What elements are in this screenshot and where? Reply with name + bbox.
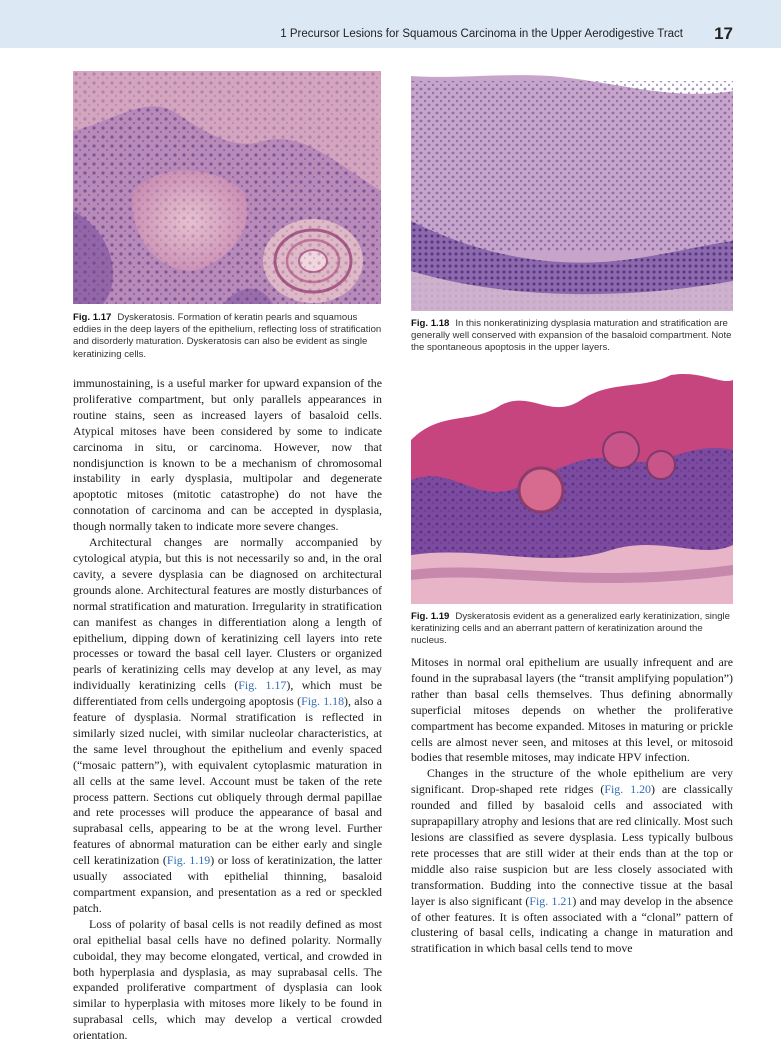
figure-reference[interactable]: Fig. 1.18 bbox=[301, 694, 345, 709]
figure-1-18-caption bbox=[411, 318, 733, 355]
figure-1-17-text: Dyskeratosis. Formation of keratin pearls and squamous eddies in the deep layers of the epithelium, reflecting loss of stratification and disorderly maturation. Dyskeratosis can also be evident as single keratinizing cells. bbox=[73, 312, 382, 360]
figure-1-18-text: In this nonkeratinizing dysplasia maturation and stratification are generally well conserved with expansion of the basaloid compartment. Note the spontaneous apoptosis in the upper layers. bbox=[411, 318, 732, 354]
figure-1-17-caption bbox=[73, 312, 382, 361]
figure-1-17-label: Fig. 1.17 bbox=[73, 312, 112, 323]
figure-1-19-label: Fig. 1.19 bbox=[411, 611, 450, 622]
left-column bbox=[73, 376, 382, 1044]
figure-1-19-text: Dyskeratosis evident as a generalized early keratinization, single keratinizing cells and an aberrant pattern of keratinization around the nucleus. bbox=[411, 611, 731, 647]
header-band bbox=[0, 0, 781, 48]
running-head: 1 Precursor Lesions for Squamous Carcinoma in the Upper Aerodigestive Tract bbox=[280, 28, 683, 40]
body-paragraph: Architectural changes are normally accompanied by cytological atypia, but this is not necessarily so and, in the oral cavity, a severe dysplasia can be diagnosed on architectural grounds alone. Architectural features are mostly disturbances of normal stratification and maturation. Irregularity in stratification can manifest as changes in differentiation along a length of epithelium, dipping down of keratinizing cell layers into rete processes or toward the basal cell layer. Clusters or organized pearls of keratinizing cells may develop at any level, as may individually keratinizing cells (Fig. 1.17), which must be differentiated from cells undergoing apoptosis (Fig. 1.18), also a feature of dysplasia. Normal stratification is reflected in similarly sized nuclei, with similar nucleolar characteristics, at the same level throughout the epithelium and evenly spaced (“mosaic pattern”), with equivalent cytoplasmic maturation in all cells at the same level. Account must be taken of the rete process pattern. Sections cut obliquely through dermal papillae and rete processes will produce the appearance of basal and suprabasal cells, appearing to be at the wrong level. Further features of abnormal maturation can be either early and single cell keratinization (Fig. 1.19) or loss of keratinization, the latter usually associated with epithelial thinning, basaloid compartment expansion, and presentation as a red or speckled patch. bbox=[73, 535, 383, 915]
figure-1-19-caption bbox=[411, 611, 733, 648]
body-paragraph: immunostaining, is a useful marker for upward expansion of the proliferative compartment, but only parallels appearances in routine stains, seen as increased layers of basaloid cells. Atypical mitoses have been considered by some to indicate carcinoma in situ, or carcinoma. However, now that nondisjunction is known to be a mechanism of chromosomal instability in early dysplasia, multipolar and degenerate apoptotic mitoses (mitotic catastrophe) do not have the connotation of carcinoma and can be accepted in dysplasia, though normally taken to indicate more severe changes. bbox=[73, 376, 382, 534]
body-paragraph: Mitoses in normal oral epithelium are usually infrequent and are found in the suprabasal layers (the “transit amplifying population”) rather than basal cells themselves. Thus defining abnormally superficial mitoses depends on whether the proliferative compartment has become expanded. Mitoses in maturing or prickle cells are almost never seen, and mitoses at this level, or mitosoid bodies that resemble mitoses, may indicate HPV infection. bbox=[411, 655, 733, 765]
figure-reference[interactable]: Fig. 1.17 bbox=[238, 678, 287, 693]
right-column bbox=[411, 655, 733, 957]
page-number: 17 bbox=[714, 24, 733, 43]
figure-1-18-image bbox=[411, 71, 733, 311]
figure-reference[interactable]: Fig. 1.19 bbox=[166, 853, 211, 868]
figure-1-17-image bbox=[73, 71, 381, 304]
body-paragraph: Changes in the structure of the whole epithelium are very significant. Drop-shaped rete ridges (Fig. 1.20) are classically rounded and filled by basaloid cells and associated with suprapapillary atrophy and lesions that are red clinically. Most such lesions are classified as severe dysplasia. Less typically bulbous rete processes that are still wider at their ends than at the top or middle also raise suspicion but are less closely associated with transformation. Budding into the connective tissue at the basal layer is also significant (Fig. 1.21) and may develop in the absence of other features. It is often associated with a “clonal” pattern of clustering of basal cells, indicating a change in maturation and stratification in which basal cells tend to move bbox=[411, 766, 733, 956]
body-paragraph: Loss of polarity of basal cells is not readily defined as most oral epithelial basal cells have no defined polarity. Normally cuboidal, they may become elongated, vertical, and crowded in both hyperplasia and dysplasia, as may suprabasal cells. The expanded proliferative compartment of dysplasia can look similar to hyperplasia with mitoses more likely to be found in suprabasal cells, which may develop a vertical crowded orientation. bbox=[73, 916, 382, 1043]
figure-reference[interactable]: Fig. 1.20 bbox=[604, 782, 652, 797]
figure-1-18-label: Fig. 1.18 bbox=[411, 318, 450, 329]
figure-reference[interactable]: Fig. 1.21 bbox=[529, 893, 573, 908]
figure-1-19-image bbox=[411, 370, 733, 604]
